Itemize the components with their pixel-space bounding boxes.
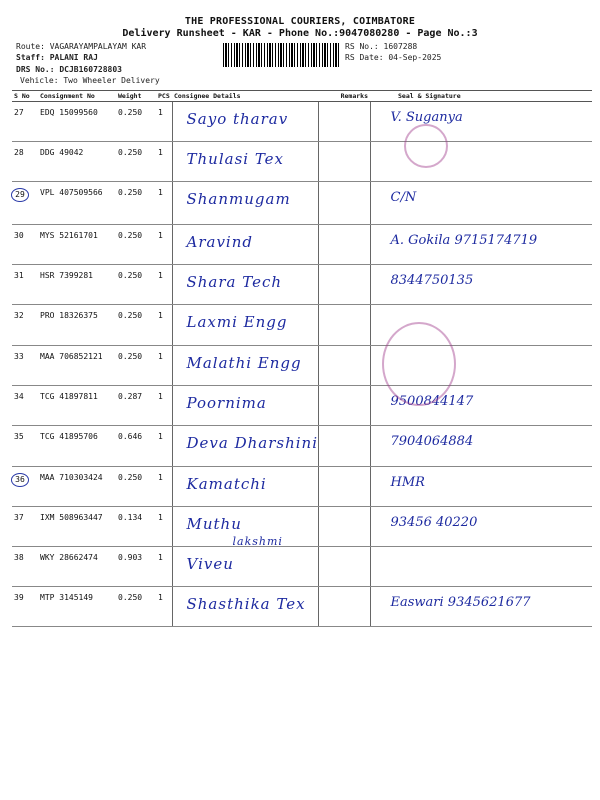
- row-sno: 39: [14, 593, 24, 602]
- remarks-cell: [318, 346, 370, 386]
- weight: 0.250: [116, 467, 156, 507]
- rs-date: RS Date: 04-Sep-2025: [345, 53, 442, 62]
- table-row: [12, 426, 592, 467]
- table-row: [12, 142, 592, 182]
- pieces: 1: [156, 102, 172, 142]
- col-seal-signature: Seal & Signature: [370, 91, 592, 102]
- row-sno: 27: [14, 108, 24, 117]
- row-sno: 32: [14, 311, 24, 320]
- row-sno: 33: [14, 352, 24, 361]
- remarks-cell: [318, 467, 370, 507]
- remarks-cell: [318, 547, 370, 587]
- pieces: 1: [156, 265, 172, 305]
- consignment-no: IXM 508963447: [38, 507, 116, 547]
- pieces: 1: [156, 225, 172, 265]
- consignment-no: MAA 706852121: [38, 346, 116, 386]
- col-remarks: Remarks: [318, 91, 370, 102]
- table-row: [12, 587, 592, 627]
- consignment-no: MAA 710303424: [38, 467, 116, 507]
- consignment-no: EDQ 15099560: [38, 102, 116, 142]
- pieces: 1: [156, 507, 172, 547]
- signature-handwritten: A. Gokila 9715174719: [390, 233, 538, 248]
- row-sno: 31: [14, 271, 24, 280]
- signature-handwritten: HMR: [390, 475, 425, 490]
- consignee-handwritten: Deva Dharshini: [186, 434, 319, 452]
- col-sno: S No: [12, 91, 38, 102]
- row-sno: 38: [14, 553, 24, 562]
- row-sno: 30: [14, 231, 24, 240]
- consignment-no: DDG 49042: [38, 142, 116, 182]
- remarks-cell: [318, 507, 370, 547]
- pieces: 1: [156, 182, 172, 225]
- signature-handwritten: Easwari 9345621677: [390, 595, 531, 610]
- pieces: 1: [156, 386, 172, 426]
- table-row: [12, 386, 592, 426]
- pieces: 1: [156, 142, 172, 182]
- rs-number: RS No.: 1607288: [345, 42, 418, 51]
- pieces: 1: [156, 426, 172, 467]
- row-sno: 37: [14, 513, 24, 522]
- vehicle-text: Vehicle: Two Wheeler Delivery: [20, 76, 160, 85]
- remarks-cell: [318, 225, 370, 265]
- weight: 0.250: [116, 346, 156, 386]
- remarks-cell: [318, 182, 370, 225]
- weight: 0.250: [116, 102, 156, 142]
- remarks-cell: [318, 426, 370, 467]
- signature-handwritten: 7904064884: [390, 434, 474, 449]
- weight: 0.250: [116, 182, 156, 225]
- consignee-handwritten: Laxmi Engg: [186, 313, 288, 331]
- col-consignment: Consignment No: [38, 91, 116, 102]
- consignment-no: HSR 7399281: [38, 265, 116, 305]
- drs-number: DRS No.: DCJB160728803: [16, 65, 122, 74]
- consignment-no: WKY 28662474: [38, 547, 116, 587]
- consignee-handwritten: Thulasi Tex: [186, 150, 285, 168]
- table-row: [12, 182, 592, 225]
- consignee-handwritten: Shara Tech: [186, 273, 283, 291]
- weight: 0.646: [116, 426, 156, 467]
- pieces: 1: [156, 346, 172, 386]
- consignment-no: PRO 18326375: [38, 305, 116, 346]
- remarks-cell: [318, 102, 370, 142]
- weight: 0.134: [116, 507, 156, 547]
- consignment-no: TCG 41897811: [38, 386, 116, 426]
- remarks-cell: [318, 386, 370, 426]
- table-row: [12, 547, 592, 587]
- col-consignee: Consignee Details: [172, 91, 318, 102]
- consignee-handwritten: Muthu: [186, 515, 242, 533]
- signature-handwritten: C/N: [390, 190, 417, 205]
- consignee-handwritten: Shanmugam: [186, 190, 291, 208]
- consignee-handwritten: Sayo tharav: [186, 110, 289, 128]
- table-row: [12, 507, 592, 547]
- table-row: [12, 265, 592, 305]
- col-pcs: PCS: [156, 91, 172, 102]
- consignment-no: MYS 52161701: [38, 225, 116, 265]
- pieces: 1: [156, 305, 172, 346]
- circled-number: 29: [11, 188, 29, 202]
- signature-handwritten: 93456 40220: [390, 515, 478, 530]
- consignment-no: TCG 41895706: [38, 426, 116, 467]
- pieces: 1: [156, 587, 172, 627]
- pieces: 1: [156, 547, 172, 587]
- weight: 0.250: [116, 305, 156, 346]
- company-title: THE PROFESSIONAL COURIERS, COIMBATORE: [184, 16, 416, 27]
- circled-number: 36: [11, 473, 29, 487]
- consignee-handwritten: Kamatchi: [186, 475, 267, 493]
- row-sno: 34: [14, 392, 24, 401]
- remarks-cell: [318, 587, 370, 627]
- table-row: [12, 467, 592, 507]
- consignee-handwritten: Malathi Engg: [186, 354, 302, 372]
- consignee-handwritten: Poornima: [186, 394, 267, 412]
- weight: 0.250: [116, 265, 156, 305]
- row-sno: 35: [14, 432, 24, 441]
- weight: 0.250: [116, 225, 156, 265]
- table-header-row: [12, 91, 592, 102]
- pieces: 1: [156, 467, 172, 507]
- consignment-no: MTP 3145149: [38, 587, 116, 627]
- consignment-no: VPL 407509566: [38, 182, 116, 225]
- table-row: [12, 102, 592, 142]
- remarks-cell: [318, 265, 370, 305]
- table-row: [12, 225, 592, 265]
- table-row: [12, 346, 592, 386]
- row-sno: 28: [14, 148, 24, 157]
- table-row: [12, 305, 592, 346]
- signature-handwritten: 8344750135: [390, 273, 474, 288]
- consignee-handwritten: Viveu: [186, 555, 234, 573]
- weight: 0.250: [116, 587, 156, 627]
- barcode: [223, 43, 341, 67]
- staff-text: Staff: PALANI RAJ: [16, 53, 98, 62]
- weight: 0.287: [116, 386, 156, 426]
- remarks-cell: [318, 142, 370, 182]
- consignee-handwritten-line2: lakshmi: [232, 535, 283, 548]
- runsheet-table: [12, 90, 592, 627]
- signature-handwritten: V. Suganya: [390, 110, 463, 125]
- signature-handwritten: 9500844147: [390, 394, 474, 409]
- weight: 0.250: [116, 142, 156, 182]
- col-weight: Weight: [116, 91, 156, 102]
- route-text: Route: VAGARAYAMPALAYAM KAR: [16, 42, 147, 51]
- consignee-handwritten: Aravind: [186, 233, 253, 251]
- weight: 0.903: [116, 547, 156, 587]
- consignee-handwritten: Shasthika Tex: [186, 595, 306, 613]
- runsheet-title: Delivery Runsheet - KAR - Phone No.:9047080280 - Page No.:3: [122, 28, 478, 39]
- remarks-cell: [318, 305, 370, 346]
